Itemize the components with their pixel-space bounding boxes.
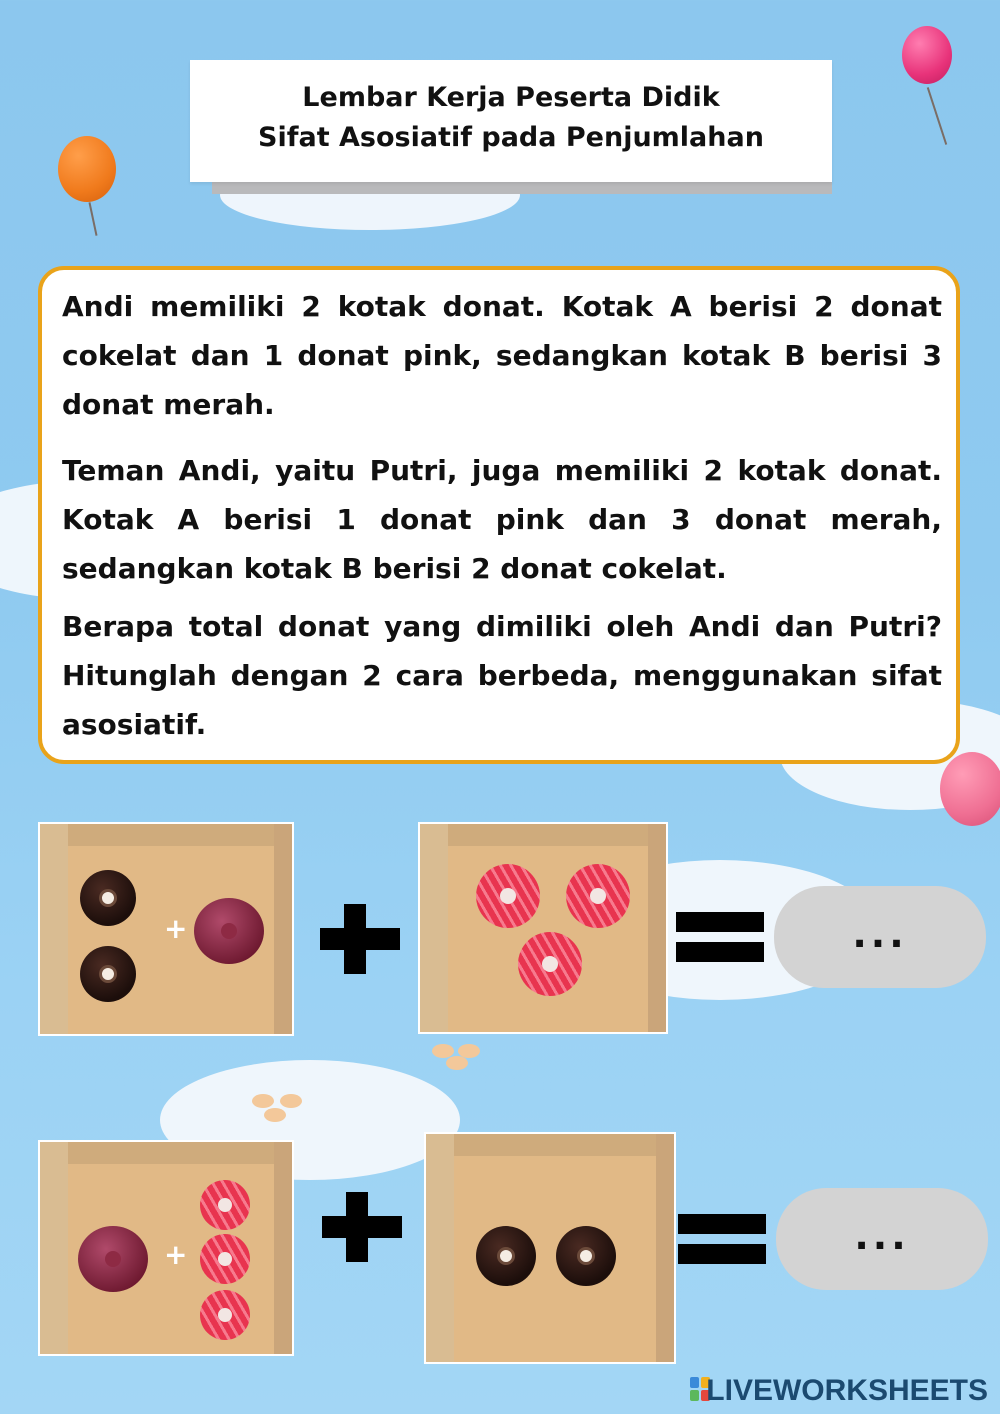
red-donut-icon <box>518 932 582 996</box>
red-donut-icon <box>200 1290 250 1340</box>
balloon-pink-icon <box>940 752 1000 826</box>
chocolate-donut-icon <box>80 946 136 1002</box>
donut-box-putri-a <box>38 1140 294 1356</box>
chocolate-donut-icon <box>80 870 136 926</box>
decor-dot <box>264 1108 286 1122</box>
decor-dot <box>280 1094 302 1108</box>
equals-sign-icon <box>676 942 764 962</box>
chocolate-donut-icon <box>476 1226 536 1286</box>
balloon-orange-icon <box>58 136 116 202</box>
banner-paper <box>190 60 832 182</box>
donut-box-andi-b <box>418 822 668 1034</box>
mini-plus-sign: + <box>164 1238 188 1271</box>
answer-placeholder: ... <box>852 912 908 956</box>
equals-sign-icon <box>678 1244 766 1264</box>
answer-field[interactable] <box>774 886 986 988</box>
decor-dot <box>446 1056 468 1070</box>
problem-card <box>38 266 960 764</box>
answer-field[interactable] <box>776 1188 988 1290</box>
donut-box-putri-b <box>424 1132 676 1364</box>
donut-box-andi-a <box>38 822 294 1036</box>
answer-placeholder: ... <box>854 1214 910 1258</box>
page-subtitle: Sifat Asosiatif pada Penjumlahan <box>258 122 764 153</box>
pink-donut-icon <box>194 898 264 964</box>
red-donut-icon <box>200 1234 250 1284</box>
problem-paragraph-2: Teman Andi, yaitu Putri, juga memiliki 2 kotak donat. Kotak A berisi 1 donat pink dan 3 donat merah, sedangkan kotak B berisi 2 donat cokelat. <box>62 454 942 585</box>
problem-paragraph-1: Andi memiliki 2 kotak donat. Kotak A berisi 2 donat cokelat dan 1 donat pink, sedangkan kotak B berisi 3 donat merah. <box>62 290 942 421</box>
plus-sign-icon <box>320 928 400 950</box>
red-donut-icon <box>566 864 630 928</box>
red-donut-icon <box>476 864 540 928</box>
pink-donut-icon <box>78 1226 148 1292</box>
red-donut-icon <box>200 1180 250 1230</box>
problem-paragraph-3: Berapa total donat yang dimiliki oleh Andi dan Putri? Hitunglah dengan 2 cara berbeda, menggunakan sifat asosiatif. <box>62 610 942 741</box>
chocolate-donut-icon <box>556 1226 616 1286</box>
plus-sign-icon <box>322 1216 402 1238</box>
page-title: Lembar Kerja Peserta Didik <box>302 82 720 113</box>
equals-sign-icon <box>676 912 764 932</box>
mini-plus-sign: + <box>164 912 188 945</box>
decor-dot <box>252 1094 274 1108</box>
balloon-magenta-icon <box>902 26 952 84</box>
equals-sign-icon <box>678 1214 766 1234</box>
balloon-string <box>927 87 947 145</box>
brand-logo[interactable]: LIVEWORKSHEETS <box>706 1374 988 1407</box>
balloon-string <box>88 202 97 236</box>
title-banner <box>190 60 832 182</box>
